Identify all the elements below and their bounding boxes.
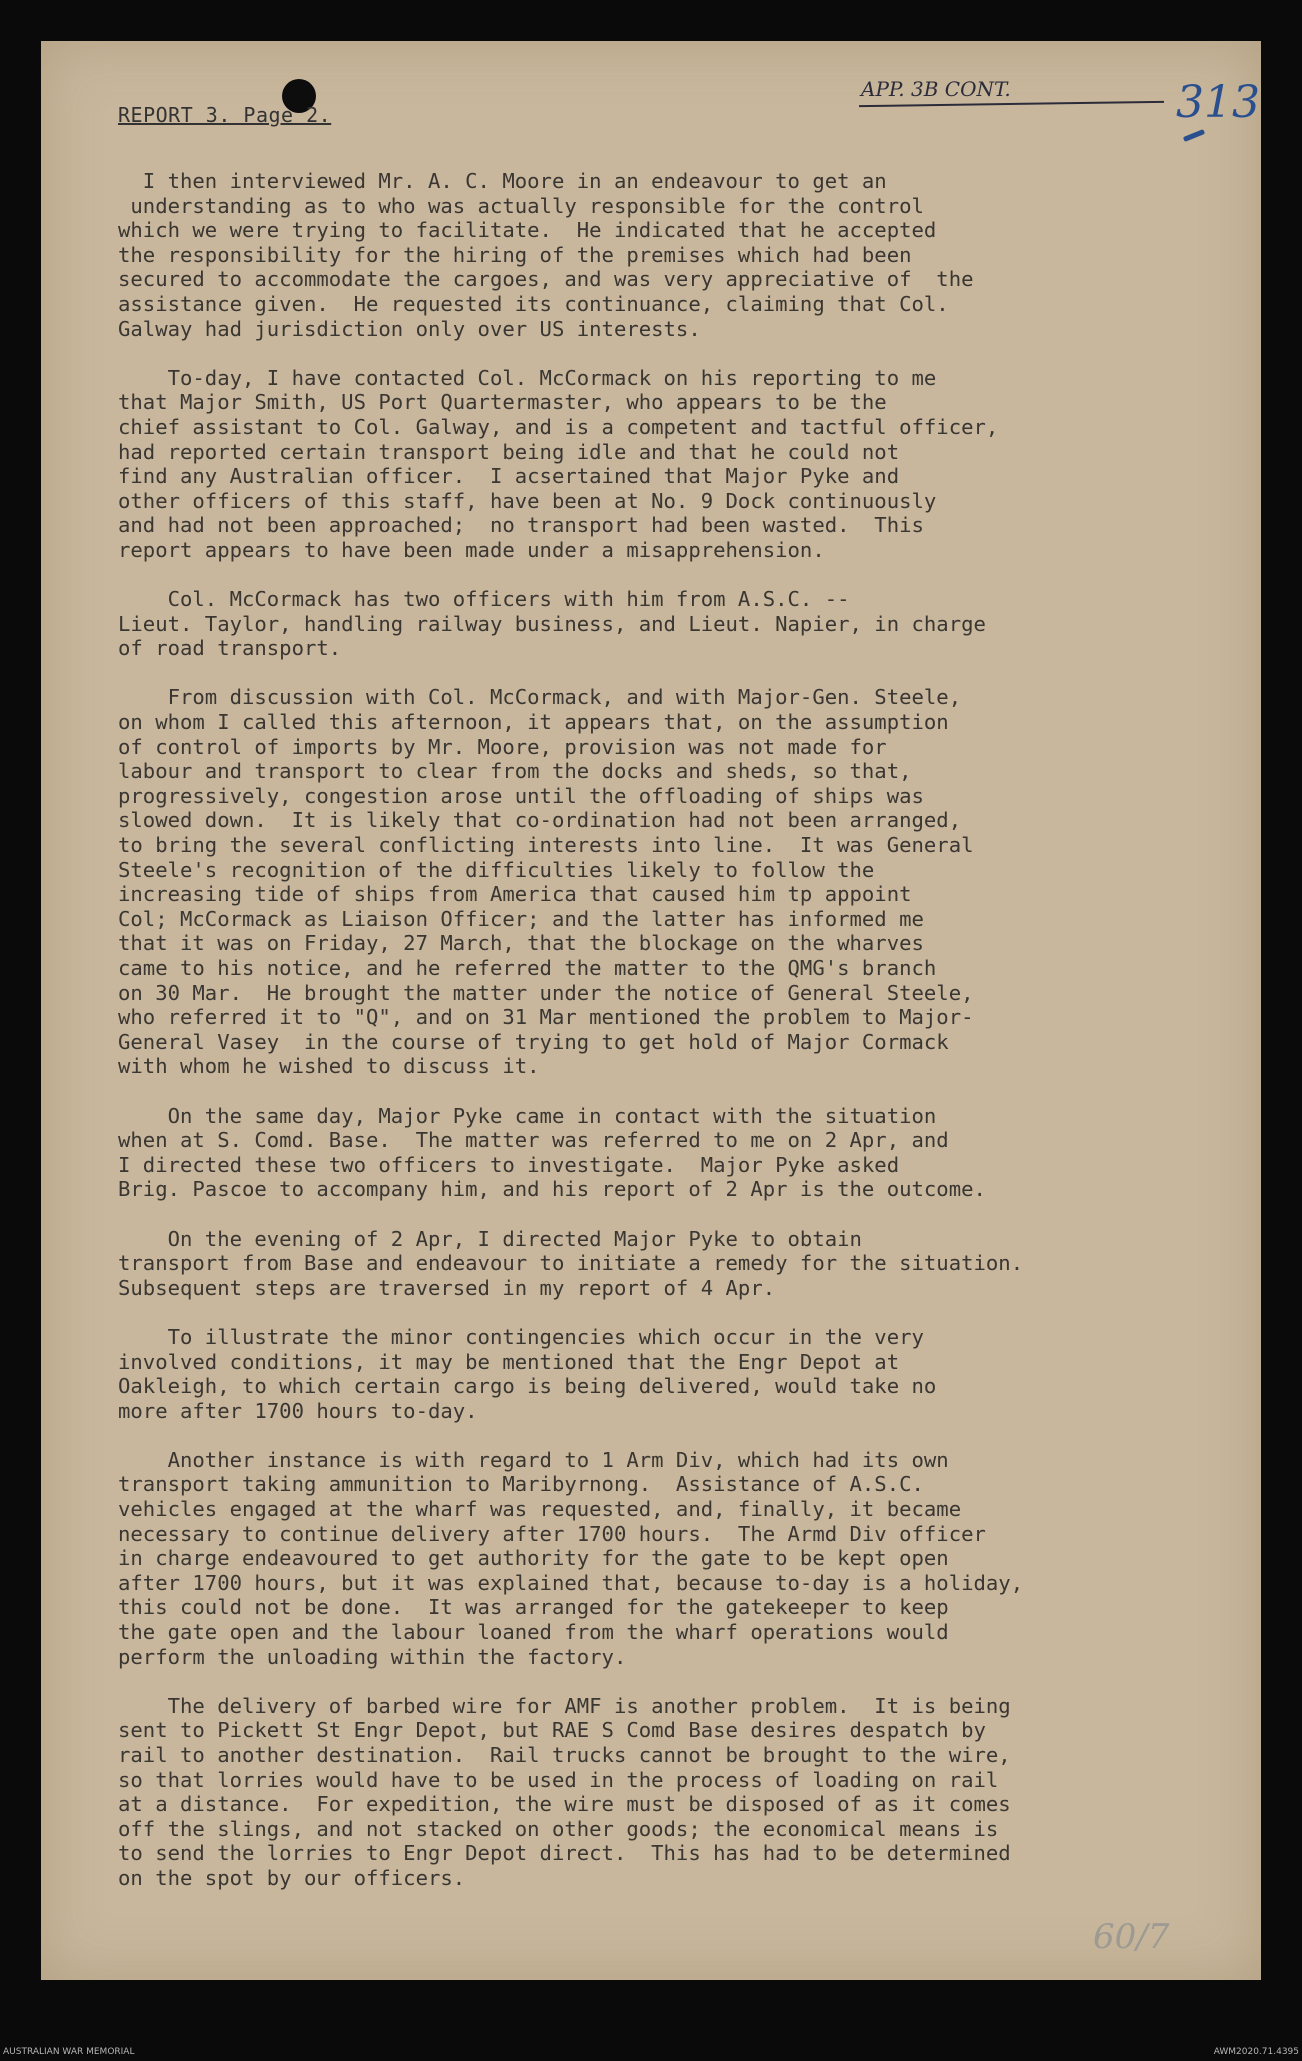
folio-number: 313 [1176,77,1260,128]
appendix-annotation: APP. 3B CONT. [861,77,1011,101]
paragraph-moore-interview: I then interviewed Mr. A. C. Moore in an endeavour to get an understanding as to who was actually responsible for the control which we were trying to facilitate. He indicated that he accepted the responsibility for the hiring of the premises which had been secured to accommodate the cargoes, and was very appreciative of the assistance given. He requested its continuance, claiming that Col. Galway had jurisdiction only over US interests. [118,169,974,341]
footer-accession-number: AWM2020.71.4395 [1213,2047,1299,2057]
paragraph-discussion-steele: From discussion with Col. McCormack, and with Major-Gen. Steele, on whom I called this afternoon, it appears that, on the assumption of control of imports by Mr. Moore, provision was not made for labour and transport to clear from the docks and sheds, so that, progressively, congestion arose until the offloading of ships was slowed down. It is likely that co-ordination had not been arranged, to bring the several conflicting interests into line. It was General Steele's recognition of the difficulties likely to follow the increasing tide of ships from America that caused him tp appoint Col; McCormack as Liaison Officer; and the latter has informed me that it was on Friday, 27 March, that the blockage on the wharves came to his notice, and he referred the matter to the QMG's branch on 30 Mar. He brought the matter under the notice of General Steele, who referred it to "Q", and on 31 Mar mentioned the problem to Major- General Vasey in the course of trying to get hold of Major Cormack with whom he wished to discuss it. [118,685,974,1079]
paragraph-barbed-wire: The delivery of barbed wire for AMF is another problem. It is being sent to Pickett St Engr Depot, but RAE S Comd Base desires despatch by rail to another destination. Rail trucks cannot be brought to the wire, so that lorries would have to be used in the process of loading on rail at a distance. For expedition, the wire must be disposed of as it comes off the slings, and not stacked on other goods; the economical means is to send the lorries to Engr Depot direct. This has had to be determined on the spot by our officers. [118,1693,1011,1890]
report-header: REPORT 3. Page 2. [118,103,332,127]
paragraph-major-pyke: On the same day, Major Pyke came in contact with the situation when at S. Comd. Base. The matter was referred to me on 2 Apr, and I directed these two officers to investigate. Major Pyke asked Brig. Pascoe to accompany him, and his report of 2 Apr is the outcome. [118,1103,986,1202]
footer-institution: AUSTRALIAN WAR MEMORIAL [3,2047,135,2057]
folio-tick-mark [1183,129,1205,142]
paragraph-evening-2-apr: On the evening of 2 Apr, I directed Major Pyke to obtain transport from Base and endeavour to initiate a remedy for the situation. Subsequent steps are traversed in my report of 4 Apr. [118,1226,1024,1300]
paragraph-asc-officers: Col. McCormack has two officers with him from A.S.C. -- Lieut. Taylor, handling railway business, and Lieut. Napier, in charge of road transport. [118,587,986,661]
paragraph-mccormack-contact: To-day, I have contacted Col. McCormack on his reporting to me that Major Smith, US Port Quartermaster, who appears to be the chief assistant to Col. Galway, and is a competent and tactful officer, had reported certain transport being idle and that he could not find any Australian officer. I acsertained that Major Pyke and other officers of this staff, have been at No. 9 Dock continuously and had not been approached; no transport had been wasted. This report appears to have been made under a misapprehension. [118,365,999,562]
handwritten-page-number: 60/7 [1093,1917,1170,1957]
annotation-underline [859,101,1164,107]
document-page [41,41,1261,1980]
paragraph-oakleigh-depot: To illustrate the minor contingencies which occur in the very involved conditions, it may be mentioned that the Engr Depot at Oakleigh, to which certain cargo is being delivered, would take no more after 1700 hours to-day. [118,1324,937,1423]
report-body [118,169,1238,1915]
paragraph-arm-div: Another instance is with regard to 1 Arm Div, which had its own transport taking ammunition to Maribyrnong. Assistance of A.S.C. vehicles engaged at the wharf was requested, and, finally, it became necessary to continue delivery after 1700 hours. The Armd Div officer in charge endeavoured to get authority for the gate to be kept open after 1700 hours, but it was explained that, because to-day is a holiday, this could not be done. It was arranged for the gatekeeper to keep the gate open and the labour loaned from the wharf operations would perform the unloading within the factory. [118,1447,1024,1669]
